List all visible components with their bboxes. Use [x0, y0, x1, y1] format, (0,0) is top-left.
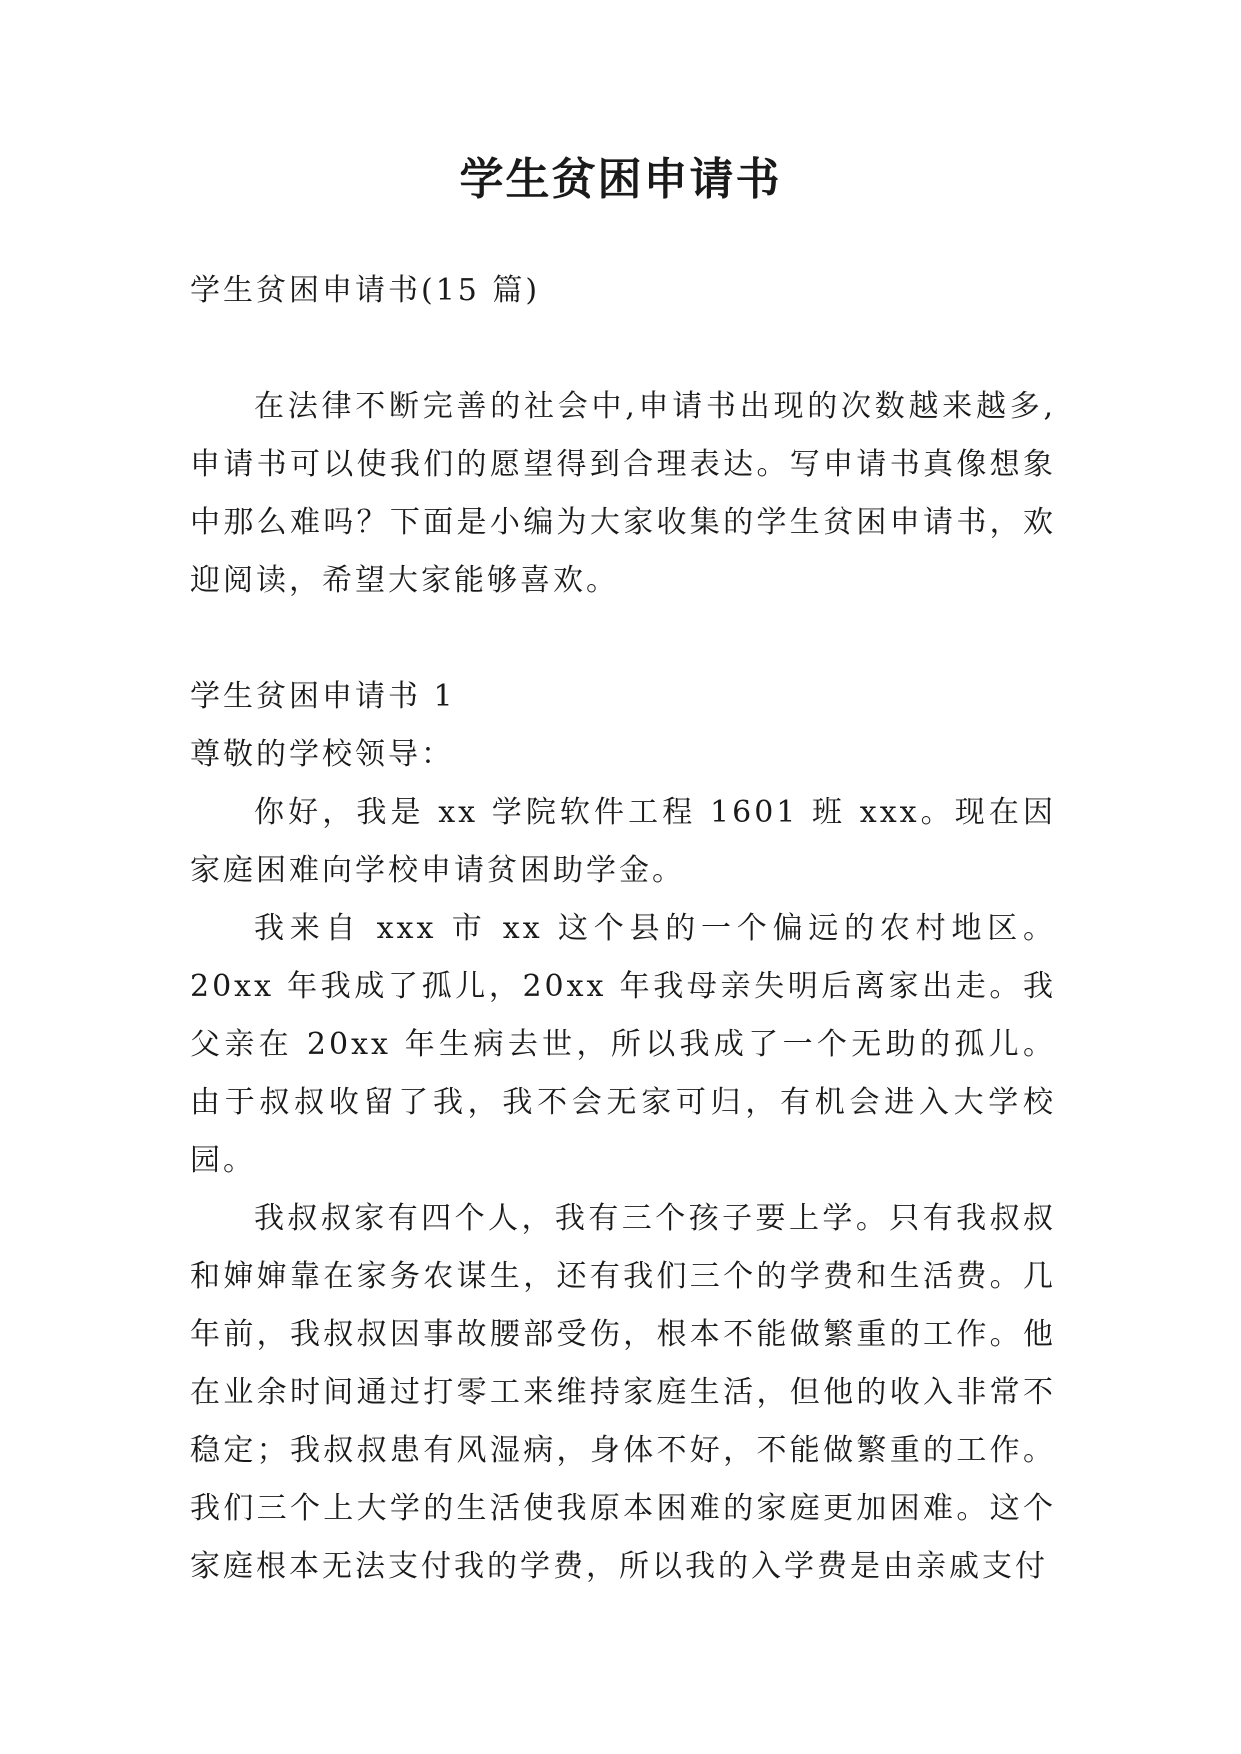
document-subtitle: 学生贫困申请书(15 篇)	[190, 273, 541, 308]
section-heading: 学生贫困申请书 1	[190, 679, 456, 714]
body-paragraph: 你好，我是 xx 学院软件工程 1601 班 xxx。现在因家庭困难向学校申请贫困助学金。	[190, 795, 1056, 888]
body-paragraph: 我叔叔家有四个人，我有三个孩子要上学。只有我叔叔和婶婶靠在家务农谋生，还有我们三个的学费和生活费。几年前，我叔叔因事故腰部受伤，根本不能做繁重的工作。他在业余时间通过打零工来维持家庭生活，但他的收入非常不稳定；我叔叔患有风湿病，身体不好，不能做繁重的工作。我们三个上大学的生活使我原本困难的家庭更加困难。这个家庭根本无法支付我的学费，所以我的入学费是由亲戚支付	[190, 1201, 1056, 1584]
spacer	[190, 610, 1056, 668]
document-title: 学生贫困申请书	[459, 154, 782, 205]
salutation: 尊敬的学校领导：	[190, 737, 454, 772]
intro-paragraph: 在法律不断完善的社会中,申请书出现的次数越来越多,申请书可以使我们的愿望得到合理表达。写申请书真像想象中那么难吗？下面是小编为大家收集的学生贫困申请书，欢迎阅读，希望大家能够喜欢。	[190, 389, 1056, 598]
spacer	[190, 320, 1056, 378]
body-paragraph: 我来自 xxx 市 xx 这个县的一个偏远的农村地区。20xx 年我成了孤儿，20xx 年我母亲失明后离家出走。我父亲在 20xx 年生病去世，所以我成了一个无助的孤儿。由于叔叔收留了我，我不会无家可归，有机会进入大学校园。	[190, 911, 1056, 1178]
document-body	[190, 262, 1056, 1596]
